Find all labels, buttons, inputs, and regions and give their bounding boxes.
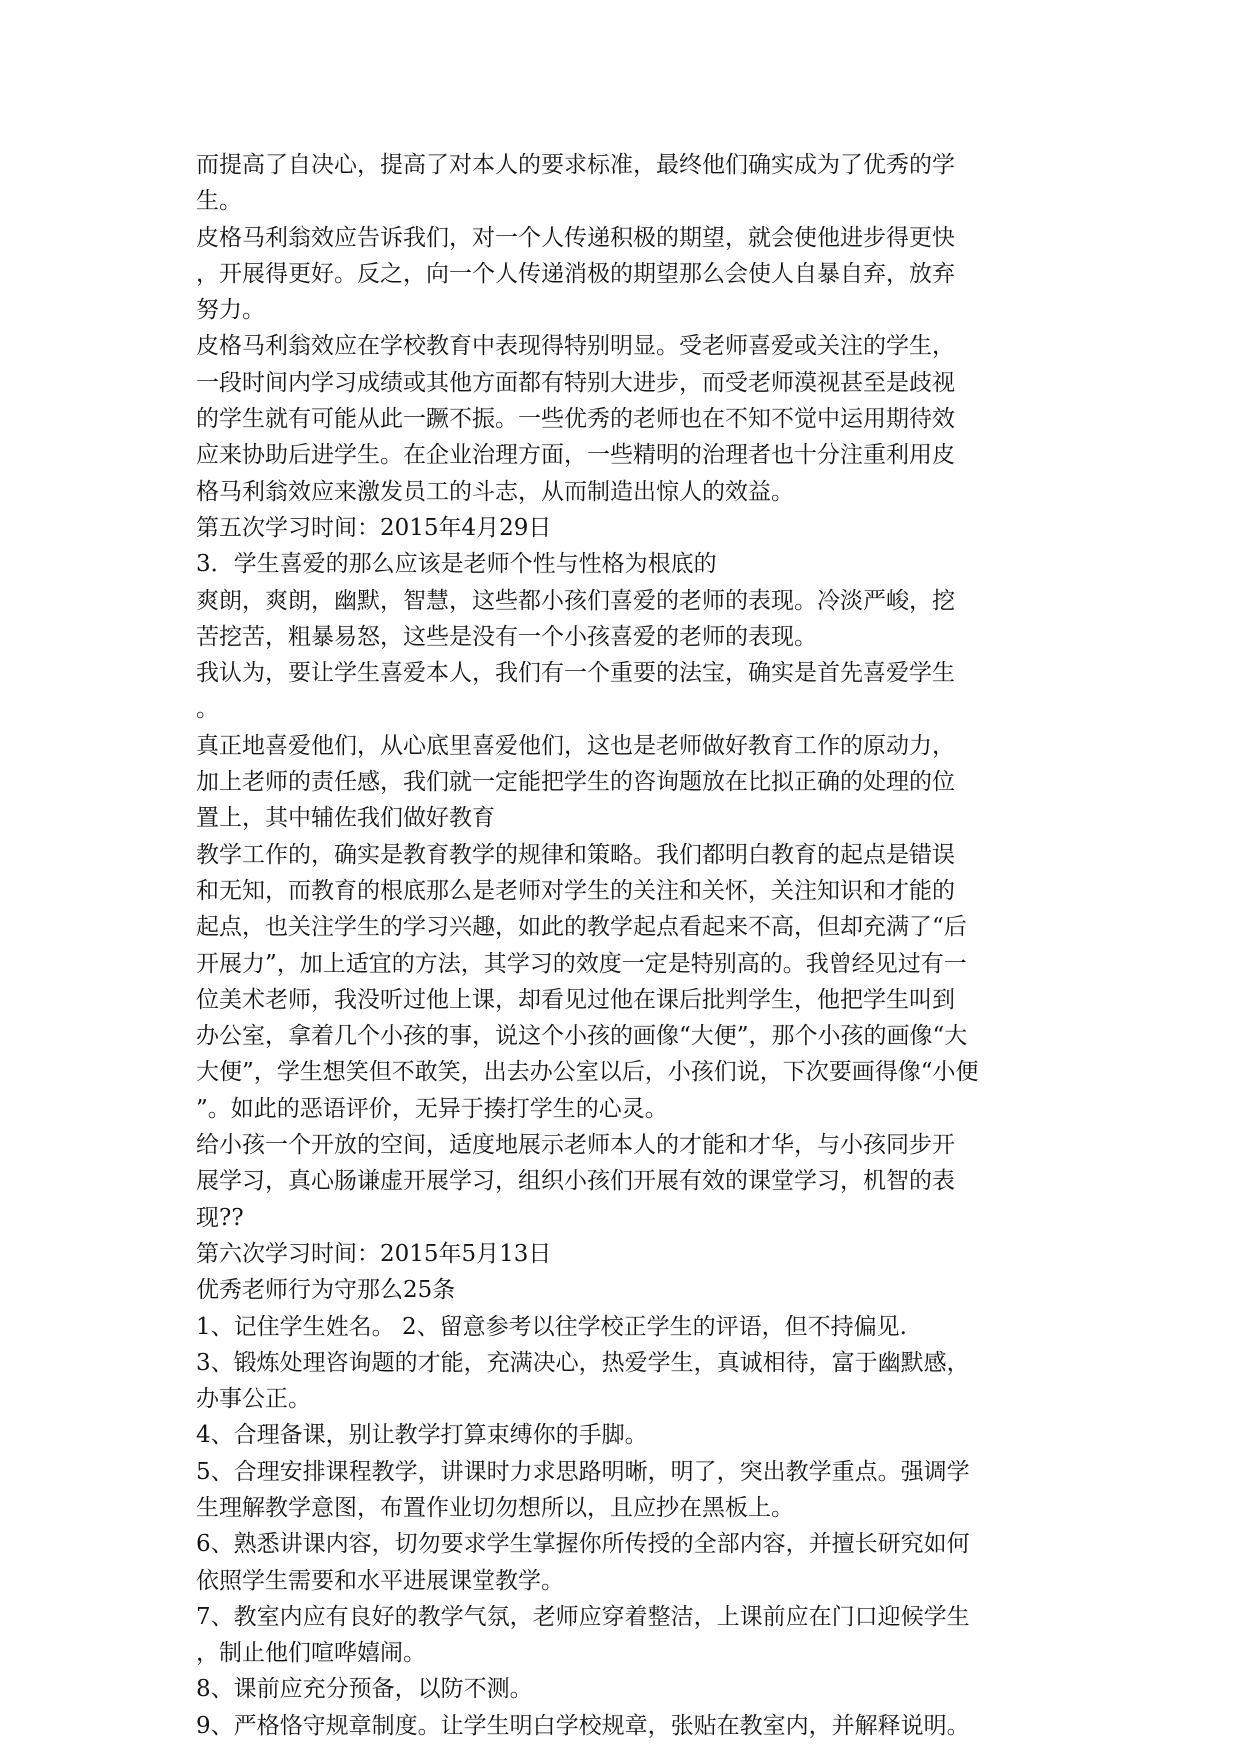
list-item: 9、严格恪守规章制度。让学生明白学校规章，张贴在教室内，并解释说明。 bbox=[196, 1712, 970, 1739]
list-item: 依照学生需要和水平进展课堂教学。 bbox=[196, 1567, 564, 1594]
text-line: 现?? bbox=[196, 1204, 244, 1231]
text-line: 办公室，拿着几个小孩的事，说这个小孩的画像“大便”，那个小孩的画像“大 bbox=[196, 1023, 968, 1050]
list-item: 5、合理安排课程教学，讲课时力求思路明晰，明了，突出教学重点。强调学 bbox=[196, 1458, 970, 1485]
text-line: 真正地喜爱他们，从心底里喜爱他们，这也是老师做好教育工作的原动力， bbox=[196, 732, 955, 759]
text-line: ，开展得更好。反之，向一个人传递消极的期望那么会使人自暴自弃，放弃 bbox=[196, 260, 955, 287]
text-line: 。 bbox=[196, 696, 219, 723]
text-line: 展学习，真心肠谦虚开展学习，组织小孩们开展有效的课堂学习，机智的表 bbox=[196, 1168, 955, 1195]
text-line: 的学生就有可能从此一蹶不振。一些优秀的老师也在不知不觉中运用期待效 bbox=[196, 406, 955, 433]
text-line: 我认为，要让学生喜爱本人，我们有一个重要的法宝，确实是首先喜爱学生 bbox=[196, 660, 955, 687]
text-line: ”。如此的恶语评价，无异于揍打学生的心灵。 bbox=[196, 1095, 668, 1122]
text-line: 开展力”，加上适宜的方法，其学习的效度一定是特别高的。我曾经见过有一 bbox=[196, 950, 967, 977]
text-line: 生。 bbox=[196, 188, 242, 215]
list-item: 办事公正。 bbox=[196, 1386, 311, 1413]
list-item: 6、熟悉讲课内容，切勿要求学生掌握你所传授的全部内容，并擅长研究如何 bbox=[196, 1531, 970, 1558]
text-line: 起点，也关注学生的学习兴趣，如此的教学起点看起来不高，但却充满了“后 bbox=[196, 914, 967, 941]
text-line: 格马利翁效应来激发员工的斗志，从而制造出惊人的效益。 bbox=[196, 478, 794, 505]
text-line: 和无知，而教育的根底那么是老师对学生的关注和关怀，关注知识和才能的 bbox=[196, 877, 955, 904]
text-line: 苦挖苦，粗暴易怒，这些是没有一个小孩喜爱的老师的表现。 bbox=[196, 623, 817, 650]
section-heading: 第五次学习时间：2015年4月29日 bbox=[196, 514, 552, 541]
text-line: 爽朗，爽朗，幽默，智慧，这些都小孩们喜爱的老师的表现。冷淡严峻，挖 bbox=[196, 587, 955, 614]
text-line: 位美术老师，我没听过他上课，却看见过他在课后批判学生，他把学生叫到 bbox=[196, 986, 955, 1013]
section-subheading: 3．学生喜爱的那么应该是老师个性与性格为根底的 bbox=[196, 551, 717, 578]
text-line: 置上，其中辅佐我们做好教育 bbox=[196, 805, 495, 832]
section-subheading: 优秀老师行为守那么25条 bbox=[196, 1277, 456, 1304]
list-item: 1、记住学生姓名。 2、留意参考以往学校正学生的评语，但不持偏见. bbox=[196, 1313, 907, 1340]
list-item: 4、合理备课，别让教学打算束缚你的手脚。 bbox=[196, 1422, 648, 1449]
text-line: 给小孩一个开放的空间，适度地展示老师本人的才能和才华，与小孩同步开 bbox=[196, 1132, 955, 1159]
text-line: 一段时间内学习成绩或其他方面都有特别大进步，而受老师漠视甚至是歧视 bbox=[196, 369, 955, 396]
list-item: 8、课前应充分预备，以防不测。 bbox=[196, 1676, 533, 1703]
text-line: 教学工作的，确实是教育教学的规律和策略。我们都明白教育的起点是错误 bbox=[196, 841, 955, 868]
list-item: 3、锻炼处理咨询题的才能，充满决心，热爱学生，真诚相待，富于幽默感， bbox=[196, 1349, 970, 1376]
text-line: 努力。 bbox=[196, 297, 265, 324]
text-line: 大便”，学生想笑但不敢笑，出去办公室以后，小孩们说，下次要画得像“小便 bbox=[196, 1059, 979, 1086]
list-item: ，制止他们喧哗嬉闹。 bbox=[196, 1640, 426, 1667]
text-line: 加上老师的责任感，我们就一定能把学生的咨询题放在比拟正确的处理的位 bbox=[196, 769, 955, 796]
text-line: 皮格马利翁效应告诉我们，对一个人传递积极的期望，就会使他进步得更快 bbox=[196, 224, 955, 251]
list-item: 7、教室内应有良好的教学气氛，老师应穿着整洁，上课前应在门口迎候学生 bbox=[196, 1603, 970, 1630]
section-heading: 第六次学习时间：2015年5月13日 bbox=[196, 1240, 552, 1267]
document-body bbox=[196, 147, 1076, 1744]
text-line: 而提高了自决心，提高了对本人的要求标准，最终他们确实成为了优秀的学 bbox=[196, 152, 955, 178]
list-item: 生理解教学意图，布置作业切勿想所以，且应抄在黑板上。 bbox=[196, 1494, 794, 1521]
text-line: 应来协助后进学生。在企业治理方面，一些精明的治理者也十分注重利用皮 bbox=[196, 442, 955, 469]
text-line: 皮格马利翁效应在学校教育中表现得特别明显。受老师喜爱或关注的学生， bbox=[196, 333, 955, 360]
